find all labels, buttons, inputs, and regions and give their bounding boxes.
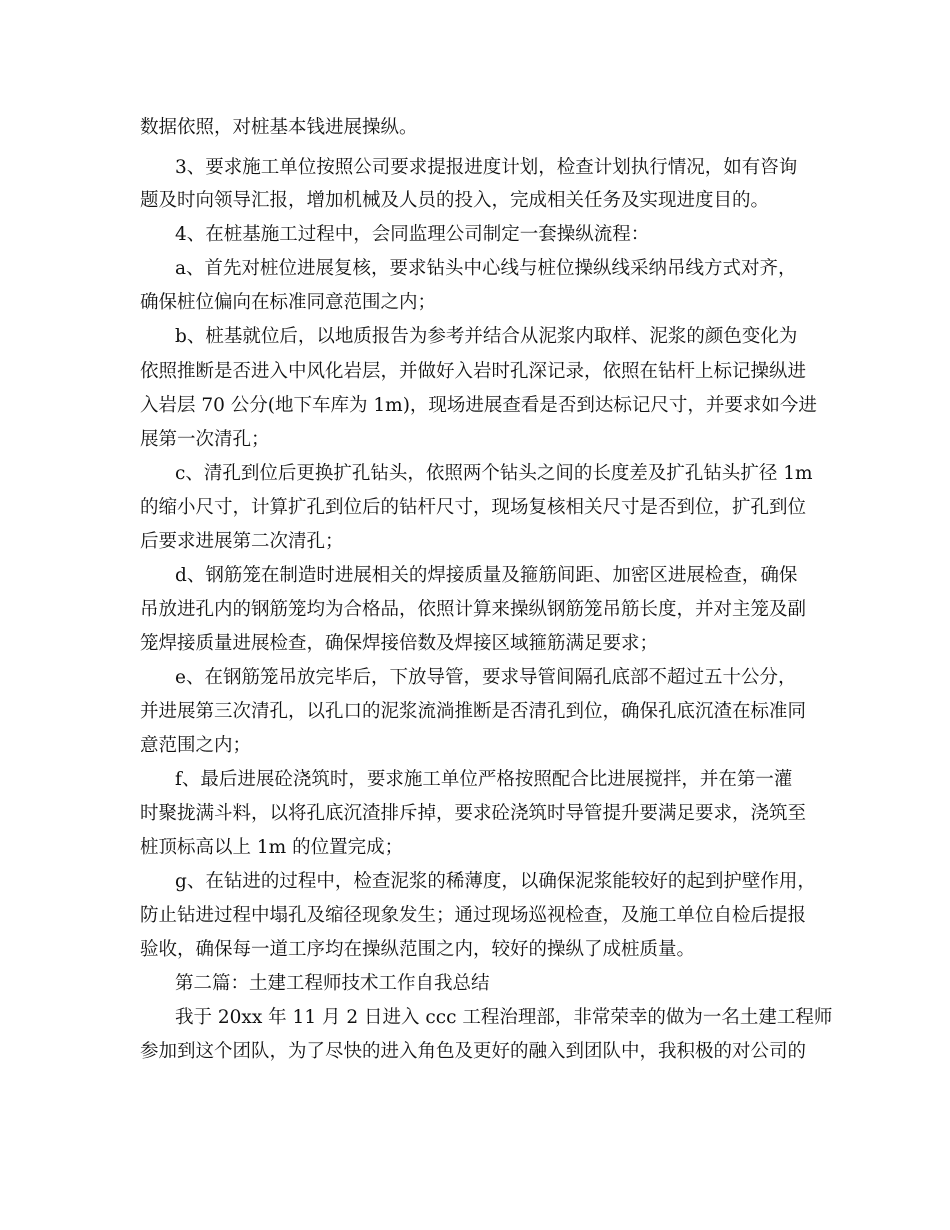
text-line: 验收，确保每一道工序均在操纵范围之内，较好的操纵了成桩质量。 xyxy=(140,939,696,960)
text-line: 题及时向领导汇报，增加机械及人员的投入，完成相关任务及实现进度目的。 xyxy=(140,190,770,211)
text-line: 意范围之内； xyxy=(140,735,252,756)
text-line: 依照推断是否进入中风化岩层，并做好入岩时孔深记录，依照在钻杆上标记操纵进 xyxy=(140,361,807,382)
text-line: c、清孔到位后更换扩孔钻头，依照两个钻头之间的长度差及扩孔钻头扩径 1m xyxy=(175,463,813,484)
text-line: 参加到这个团队，为了尽快的进入角色及更好的融入到团队中，我积极的对公司的 xyxy=(140,1041,807,1062)
text-line: 时聚拢满斗料，以将孔底沉渣排斥掉，要求砼浇筑时导管提升要满足要求，浇筑至 xyxy=(140,803,807,824)
text-line: b、桩基就位后，以地质报告为参考并结合从泥浆内取样、泥浆的颜色变化为 xyxy=(175,326,798,347)
text-line: 展第一次清孔； xyxy=(140,429,270,450)
text-line: 入岩层 70 公分(地下车库为 1m)，现场进展查看是否到达标记尺寸，并要求如今进 xyxy=(140,395,817,416)
text-line: e、在钢筋笼吊放完毕后，下放导管，要求导管间隔孔底部不超过五十公分， xyxy=(175,667,797,688)
text-line: 确保桩位偏向在标准同意范围之内； xyxy=(140,292,437,313)
text-line: g、在钻进的过程中，检查泥浆的稀薄度，以确保泥浆能较好的起到护壁作用， xyxy=(175,871,816,892)
text-line: 防止钻进过程中塌孔及缩径现象发生；通过现场巡视检查，及施工单位自检后提报 xyxy=(140,905,807,926)
text-line: 并进展第三次清孔，以孔口的泥浆流淌推断是否清孔到位，确保孔底沉渣在标准同 xyxy=(140,701,807,722)
text-line: f、最后进展砼浇筑时，要求施工单位严格按照配合比进展搅拌，并在第一灌 xyxy=(175,769,793,790)
text-line: 笼焊接质量进展检查，确保焊接倍数及焊接区域箍筋满足要求； xyxy=(140,633,659,654)
text-line: 4、在桩基施工过程中，会同监理公司制定一套操纵流程： xyxy=(175,224,650,245)
text-line: 3、要求施工单位按照公司要求提报进度计划，检查计划执行情况，如有咨询 xyxy=(175,157,798,178)
text-line: 的缩小尺寸，计算扩孔到位后的钻杆尺寸，现场复核相关尺寸是否到位，扩孔到位 xyxy=(140,497,807,518)
text-line: 我于 20xx 年 11 月 2 日进入 ccc 工程治理部，非常荣幸的做为一名土建工程师 xyxy=(175,1007,833,1028)
text-line: 桩顶标高以上 1m 的位置完成； xyxy=(140,837,404,858)
text-line: 吊放进孔内的钢筋笼均为合格品，依照计算来操纵钢筋笼吊筋长度，并对主笼及副 xyxy=(140,599,807,620)
text-line: 数据依照，对桩基本钱进展操纵。 xyxy=(140,117,418,138)
text-line: d、钢筋笼在制造时进展相关的焊接质量及箍筋间距、加密区进展检查，确保 xyxy=(175,565,798,586)
text-line: 后要求进展第二次清孔； xyxy=(140,531,344,552)
text-line: a、首先对桩位进展复核，要求钻头中心线与桩位操纵线采纳吊线方式对齐， xyxy=(175,258,797,279)
section-heading: 第二篇：土建工程师技术工作自我总结 xyxy=(175,973,490,994)
